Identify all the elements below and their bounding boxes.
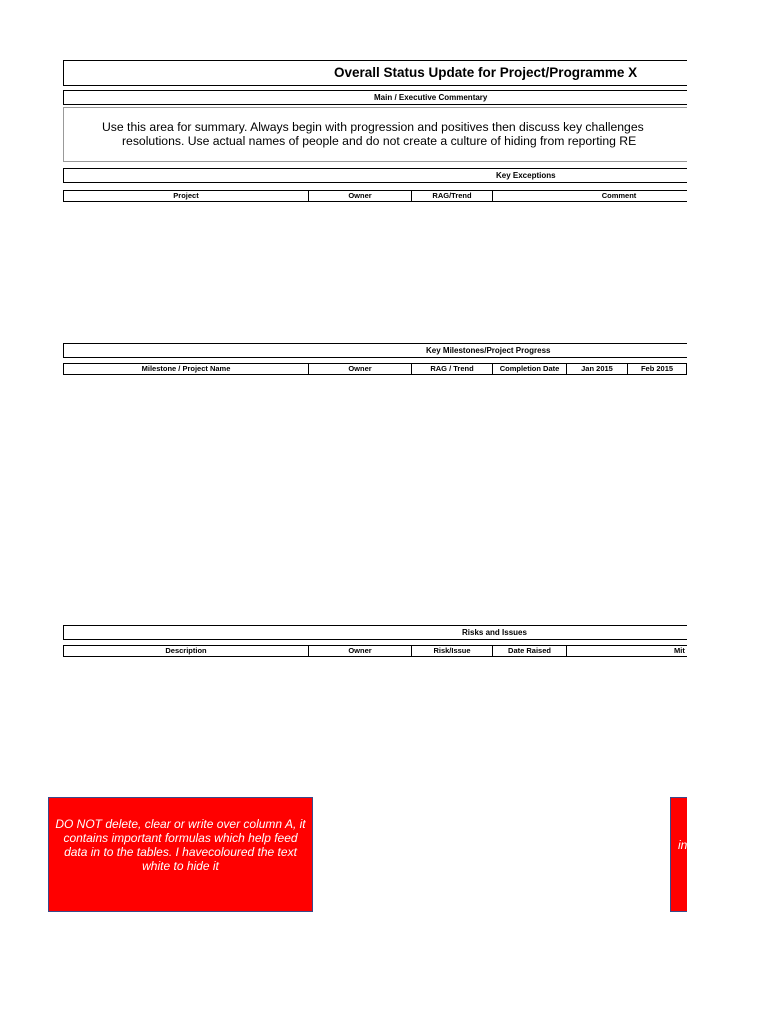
column-header-completion-date[interactable]: Completion Date: [492, 363, 567, 375]
commentary-header-label: Main / Executive Commentary: [374, 93, 488, 102]
column-header-jan-2015[interactable]: Jan 2015: [566, 363, 628, 375]
column-header-owner[interactable]: Owner: [308, 645, 412, 657]
warning-note-left-text: DO NOT delete, clear or write over column A, it contains important formulas which help feed data in to the tables. I havecoloured the text white to hide it: [55, 817, 306, 873]
risks-column-headers: [64, 645, 687, 657]
column-header-rag-trend[interactable]: RAG/Trend: [411, 190, 493, 202]
column-header-project[interactable]: Project: [63, 190, 309, 202]
column-header-risk-issue[interactable]: Risk/Issue: [411, 645, 493, 657]
exceptions-column-headers: [64, 190, 687, 202]
column-header-milestone-name[interactable]: Milestone / Project Name: [63, 363, 309, 375]
column-header-description[interactable]: Description: [63, 645, 309, 657]
summary-line-1: Use this area for summary. Always begin with progression and positives then discuss key challenges: [102, 120, 644, 134]
column-header-owner[interactable]: Owner: [308, 363, 412, 375]
risks-header: [63, 625, 687, 640]
column-header-feb-2015[interactable]: Feb 2015: [627, 363, 687, 375]
summary-cell[interactable]: [63, 107, 687, 162]
risks-header-label: Risks and Issues: [462, 628, 527, 637]
milestones-header: [63, 343, 687, 358]
column-header-date-raised[interactable]: Date Raised: [492, 645, 567, 657]
milestones-header-label: Key Milestones/Project Progress: [426, 346, 551, 355]
report-title-box: [63, 60, 687, 86]
column-header-owner[interactable]: Owner: [308, 190, 412, 202]
column-header-rag-trend[interactable]: RAG / Trend: [411, 363, 493, 375]
column-header-mitigation[interactable]: Mit: [566, 645, 687, 657]
warning-note-right[interactable]: [670, 797, 687, 912]
column-header-comment[interactable]: Comment: [492, 190, 687, 202]
milestones-column-headers: [64, 363, 687, 375]
exceptions-header-label: Key Exceptions: [496, 171, 556, 180]
exceptions-header: [63, 168, 687, 183]
warning-note-right-text: in: [678, 838, 687, 852]
warning-note-left[interactable]: [48, 797, 313, 912]
summary-line-2: resolutions. Use actual names of people and do not create a culture of hiding from reporting RE: [122, 134, 637, 148]
page-title: Overall Status Update for Project/Programme X: [334, 65, 638, 80]
commentary-header: [63, 90, 687, 105]
